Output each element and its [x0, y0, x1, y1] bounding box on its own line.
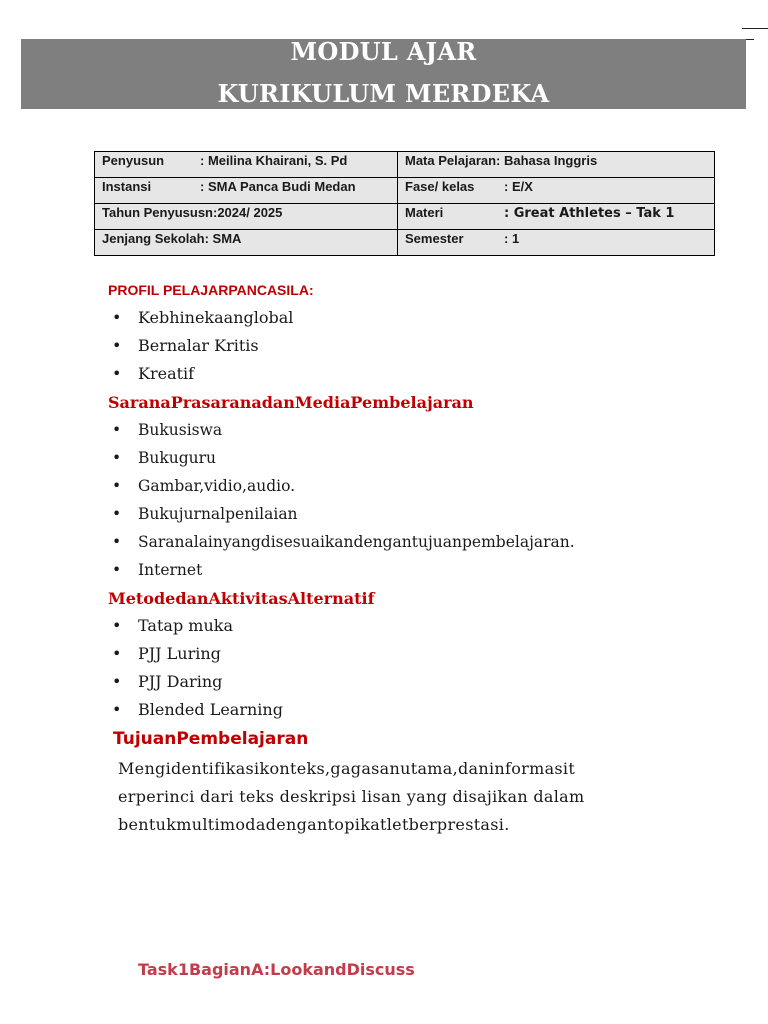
- tujuan-paragraph: [118, 755, 658, 839]
- table-cell: [398, 178, 715, 204]
- list-item-text: PJJ Luring: [138, 644, 221, 663]
- bullet-icon: •: [112, 336, 122, 355]
- paragraph-line: erperinci dari teks deskripsi lisan yang disajikan dalam: [118, 787, 585, 806]
- fase-kelas-value: : E/X: [504, 179, 533, 194]
- table-cell: [95, 230, 398, 256]
- corner-crop-mark: [742, 28, 768, 29]
- mata-pelajaran-label: Mata Pelajaran: [405, 153, 497, 168]
- bullet-icon: •: [112, 561, 122, 579]
- list-item: [108, 472, 575, 500]
- paragraph-line: Mengidentifikasikonteks,gagasanutama,daninformasit: [118, 759, 576, 778]
- list-item-text: PJJ Daring: [138, 672, 223, 691]
- table-cell: [398, 152, 715, 178]
- list-item: [108, 500, 575, 528]
- bullet-icon: •: [112, 672, 122, 691]
- module-info-table: [94, 151, 715, 256]
- list-item: [108, 612, 283, 640]
- list-item-text: Internet: [138, 561, 203, 579]
- bullet-icon: •: [112, 477, 122, 495]
- sarana-list: [108, 416, 575, 584]
- bullet-icon: •: [112, 364, 122, 383]
- list-item: [108, 556, 575, 584]
- title-banner: [21, 39, 746, 109]
- list-item: [108, 444, 575, 472]
- list-item-text: Blended Learning: [138, 700, 283, 719]
- list-item: [108, 528, 575, 556]
- sarana-heading: SaranaPrasaranadanMediaPembelajaran: [108, 393, 474, 412]
- mata-pelajaran-value: : Bahasa Inggris: [496, 153, 598, 168]
- bullet-icon: •: [112, 449, 122, 467]
- list-item: [108, 640, 283, 668]
- table-row: [95, 230, 715, 256]
- bullet-icon: •: [112, 421, 122, 439]
- materi-label: Materi: [405, 205, 444, 220]
- penyusun-label: Penyusun: [102, 153, 165, 168]
- bullet-icon: •: [112, 308, 122, 327]
- metode-heading: MetodedanAktivitasAlternatif: [108, 589, 375, 608]
- list-item-text: Kreatif: [138, 364, 195, 383]
- fase-kelas-label: Fase/ kelas: [405, 179, 475, 194]
- jenjang-label: Jenjang Sekolah:: [102, 231, 209, 246]
- profil-heading: PROFIL PELAJARPANCASILA:: [108, 282, 314, 298]
- list-item: [108, 416, 575, 444]
- bullet-icon: •: [112, 533, 122, 551]
- table-cell: [95, 152, 398, 178]
- penyusun-value: : Meilina Khairani, S. Pd: [200, 153, 348, 168]
- table-row: [95, 178, 715, 204]
- table-cell: [95, 178, 398, 204]
- table-cell: [95, 204, 398, 230]
- semester-value: : 1: [504, 231, 520, 246]
- table-cell: [398, 204, 715, 230]
- tahun-label: Tahun Penyususn:: [102, 205, 218, 220]
- bullet-icon: •: [112, 616, 122, 635]
- list-item-text: Kebhinekaanglobal: [138, 308, 294, 327]
- semester-label: Semester: [405, 231, 464, 246]
- jenjang-value: SMA: [208, 231, 242, 246]
- table-row: [95, 204, 715, 230]
- list-item: [108, 696, 283, 724]
- bullet-icon: •: [112, 700, 122, 719]
- list-item-text: Bukujurnalpenilaian: [138, 505, 298, 523]
- list-item-text: Bernalar Kritis: [138, 336, 259, 355]
- profil-list: [108, 304, 293, 388]
- bullet-icon: •: [112, 505, 122, 523]
- table-cell: [398, 230, 715, 256]
- paragraph-line: bentukmultimodadengantopikatletberprestasi.: [118, 815, 510, 834]
- materi-value: : Great Athletes – Tak 1: [504, 206, 675, 221]
- list-item-text: Tatap muka: [138, 616, 233, 635]
- list-item-text: Bukuguru: [138, 449, 217, 467]
- tujuan-heading: TujuanPembelajaran: [113, 729, 309, 749]
- instansi-value: : SMA Panca Budi Medan: [200, 179, 356, 194]
- list-item: [108, 332, 293, 360]
- bullet-icon: •: [112, 644, 122, 663]
- tahun-value: 2024/ 2025: [217, 205, 283, 220]
- document-title: MODUL AJAR: [290, 37, 477, 66]
- document-subtitle: KURIKULUM MERDEKA: [217, 79, 550, 108]
- instansi-label: Instansi: [102, 179, 152, 194]
- list-item: [108, 360, 293, 388]
- task-heading: Task1BagianA:LookandDiscuss: [138, 960, 415, 979]
- list-item: [108, 668, 283, 696]
- list-item-text: Bukusiswa: [138, 421, 223, 439]
- list-item: [108, 304, 293, 332]
- list-item-text: Gambar,vidio,audio.: [138, 477, 296, 495]
- list-item-text: Saranalainyangdisesuaikandengantujuanpembelajaran.: [138, 533, 575, 551]
- metode-list: [108, 612, 283, 724]
- table-row: [95, 152, 715, 178]
